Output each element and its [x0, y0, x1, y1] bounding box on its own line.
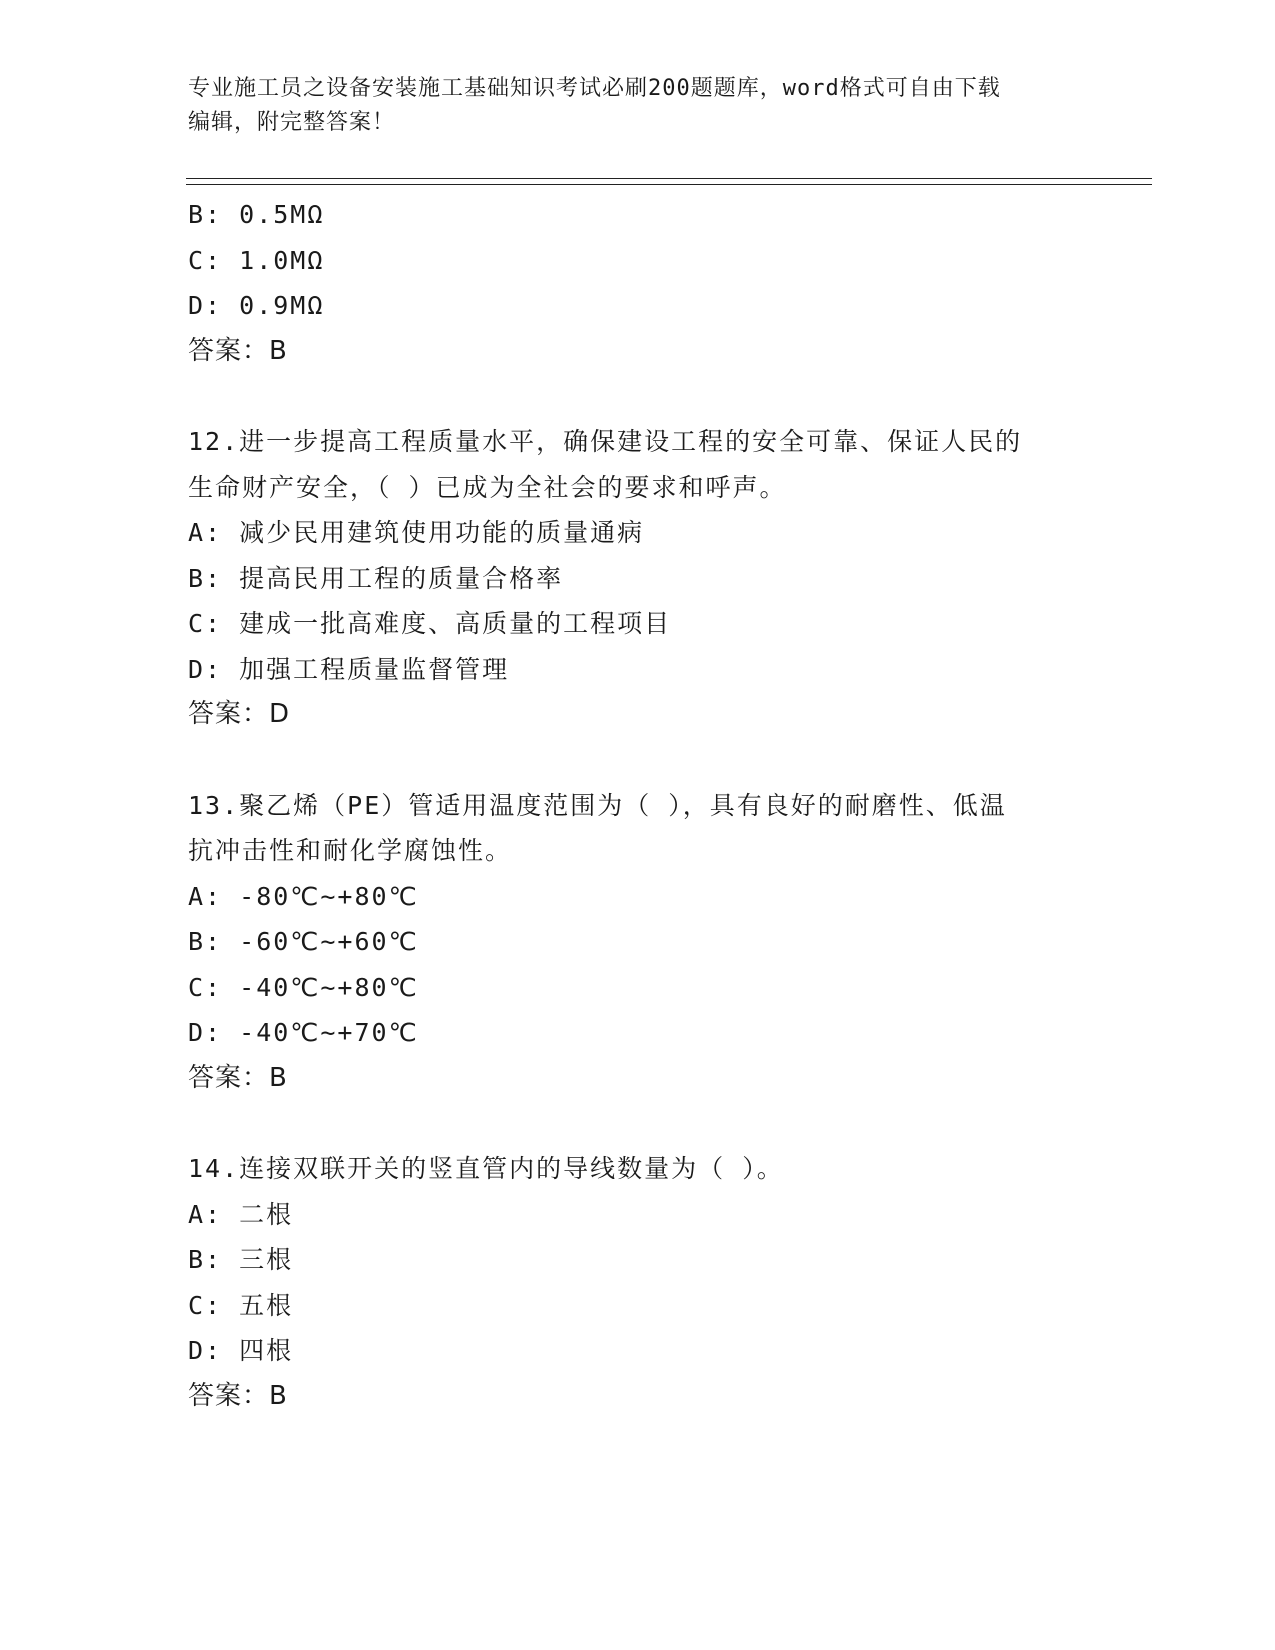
question-text-line2: 抗冲击性和耐化学腐蚀性。: [188, 836, 513, 865]
option-d: D: 四根: [188, 1336, 294, 1365]
question-text-line1: 13.聚乙烯（PE）管适用温度范围为（ ），具有良好的耐磨性、低温: [188, 790, 1007, 820]
option-d: D: 加强工程质量监督管理: [188, 654, 510, 684]
question-13: [188, 783, 1088, 1102]
option-a: A: 减少民用建筑使用功能的质量通病: [188, 518, 645, 547]
option-c: C: 五根: [188, 1290, 294, 1320]
question-12: [188, 419, 1088, 738]
question-11-continued: [188, 192, 1088, 374]
question-text-line1: 12.进一步提高工程质量水平，确保建设工程的安全可靠、保证人民的: [188, 427, 1023, 456]
option-a: A: -80℃~+80℃: [188, 881, 419, 911]
option-b: B: -60℃~+60℃: [188, 927, 419, 956]
option-b: B: 三根: [188, 1245, 294, 1274]
option-a: A: 二根: [188, 1199, 294, 1229]
option-d: D: 0.9MΩ: [188, 291, 325, 320]
header-title-line1: 专业施工员之设备安装施工基础知识考试必刷200题题库，word格式可自由下载: [188, 76, 1001, 101]
answer: 答案：B: [188, 335, 288, 366]
question-text-line1: 14.连接双联开关的竖直管内的导线数量为（ ）。: [188, 1154, 784, 1183]
document-body: [188, 192, 1088, 1419]
question-14: [188, 1146, 1088, 1419]
answer: 答案：D: [188, 699, 291, 729]
option-c: C: -40℃~+80℃: [188, 972, 419, 1002]
answer: 答案：B: [188, 1062, 288, 1093]
header-title-line2: 编辑，附完整答案！: [188, 110, 396, 135]
option-c: C: 建成一批高难度、高质量的工程项目: [188, 609, 672, 638]
option-c: C: 1.0MΩ: [188, 245, 325, 275]
header-divider: [186, 178, 1152, 185]
page-header: [188, 72, 1088, 140]
option-b: B: 0.5MΩ: [188, 200, 325, 229]
question-text-line2: 生命财产安全，（ ）已成为全社会的要求和呼声。: [188, 472, 787, 502]
answer: 答案：B: [188, 1380, 288, 1411]
option-b: B: 提高民用工程的质量合格率: [188, 563, 564, 593]
option-d: D: -40℃~+70℃: [188, 1018, 419, 1047]
